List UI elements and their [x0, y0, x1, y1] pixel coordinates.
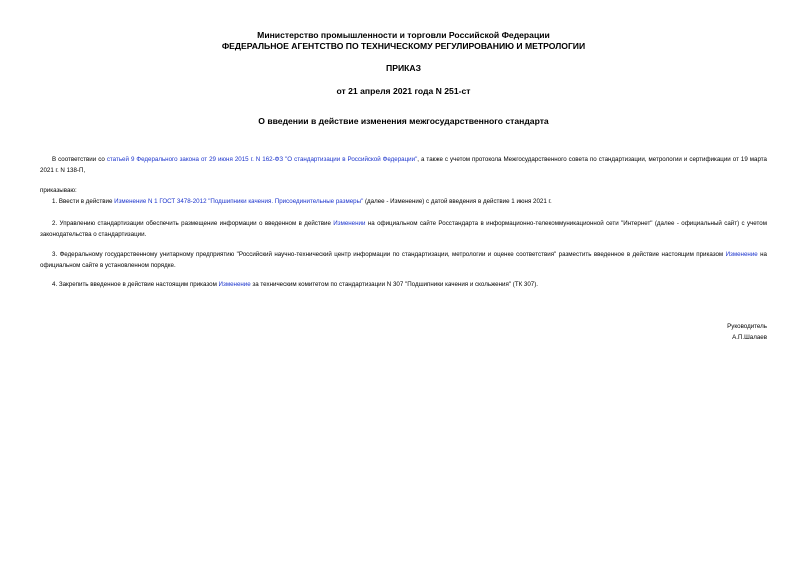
item-4-text-start: 4. Закрепить введенное в действие настоящим приказом [52, 281, 219, 288]
item-1-text-start: 1. Ввести в действие [52, 198, 115, 205]
amendment-link-item-3[interactable]: Изменение [725, 251, 758, 258]
signatory-position: Руководитель [727, 323, 767, 330]
basis-text-start: В соответствии со [52, 156, 107, 163]
signatory-name: А.П.Шалаев [732, 334, 767, 341]
basis-text-end: , а также с учетом протокола Межгосударственного совета по стандартизации, метрологии и сертификации от 19 марта 2021 г. N 138-П, [40, 156, 767, 174]
amendment-link-item-2[interactable]: Изменении [333, 220, 366, 227]
item-2-text-start: 2. Управлению стандартизации обеспечить размещение информации о введенном в действие [52, 220, 334, 227]
order-item-2 [40, 218, 767, 240]
agency-name: ФЕДЕРАЛЬНОЕ АГЕНТСТВО ПО ТЕХНИЧЕСКОМУ РЕГУЛИРОВАНИЮ И МЕТРОЛОГИИ [221, 41, 586, 51]
basis-paragraph [40, 154, 767, 176]
item-2-text-end: на официальном сайте Росстандарта в информационно-телекоммуникационной сети "Интернет" (далее - официальный сайт) с учетом законодательства о стандартизации. [40, 220, 767, 238]
order-item-3 [40, 249, 767, 271]
item-1-text-end: (далее - Изменение) с датой введения в действие 1 июня 2021 г. [363, 198, 552, 205]
ministry-name: Министерство промышленности и торговли Российской Федерации [257, 30, 550, 40]
standard-amendment-link[interactable]: Изменение N 1 ГОСТ 3478-2012 "Подшипники качения. Присоединительные размеры" [114, 198, 364, 205]
item-4-text-end: за техническим комитетом по стандартизации N 307 "Подшипники качения и скольжения" (ТК 307). [250, 281, 539, 288]
item-3-text-start: 3. Федеральному государственному унитарному предприятию "Российский научно-технический центр информации по стандартизации, метрологии и оценке соответствия" разместить введенное в действие настоящим приказом [52, 251, 726, 258]
orders-word: приказываю: [40, 187, 77, 194]
order-item-1 [40, 196, 767, 207]
order-item-4 [40, 279, 767, 290]
document-date-number: от 21 апреля 2021 года N 251-ст [336, 86, 471, 96]
item-3-text-end: на официальном сайте в установленном порядке. [40, 251, 767, 269]
amendment-link-item-4[interactable]: Изменение [218, 281, 251, 288]
document-type: ПРИКАЗ [386, 63, 421, 73]
document-title: О введении в действие изменения межгосударственного стандарта [258, 116, 549, 126]
law-article-link[interactable]: статьей 9 Федерального закона от 29 июня 2015 г. N 162-ФЗ "О стандартизации в Российской Федерации" [106, 156, 418, 163]
